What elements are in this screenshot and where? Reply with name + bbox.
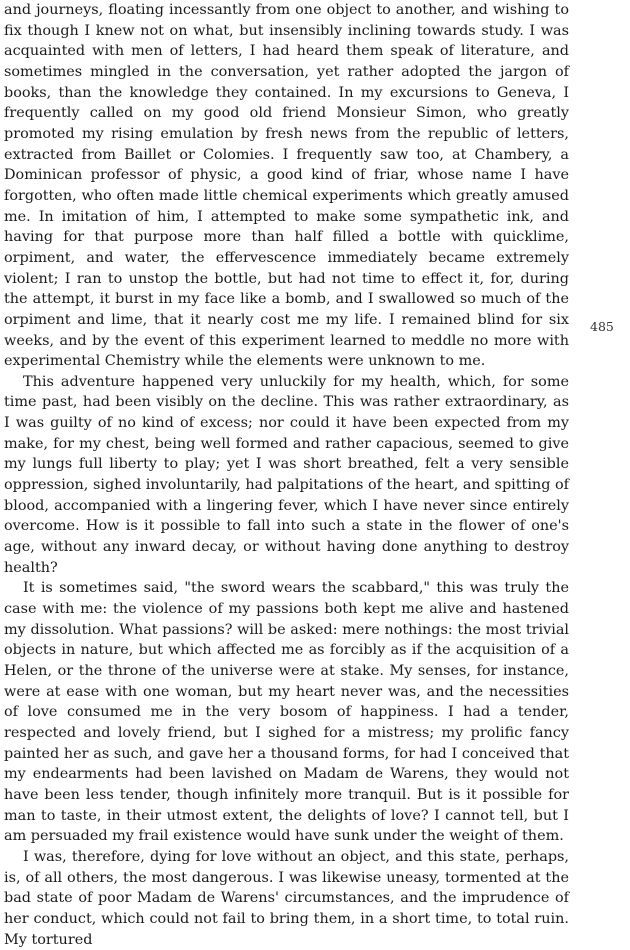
paragraph-2: This adventure happened very unluckily for my health, which, for some time past, had been visibly on the decline. This was rather extraordinary, as I was guilty of no kind of excess; nor could it have been expected from my make, for my chest, being well formed and rather capacious, seemed to give my lungs full liberty to play; yet I was short breathed, felt a very sensible oppression, sighed involuntarily, had palpitations of the heart, and spitting of blood, accompanied with a lingering fever, which I have never since entirely overcome. How is it possible to fall into such a state in the flower of one's age, without any inward decay, or without having done anything to destroy health?: [4, 373, 569, 576]
page-number: 485: [590, 319, 614, 334]
body-text: [4, 0, 569, 950]
paragraph-3: It is sometimes said, "the sword wears the scabbard," this was truly the case with me: the violence of my passions both kept me alive and hastened my dissolution. What passions? will be asked: mere nothings: the most trivial objects in nature, but which affected me as forcibly as if the acquisition of a Helen, or the throne of the universe were at stake. My senses, for instance, were at ease with one woman, but my heart never was, and the necessities of love consumed me in the very bosom of happiness. I had a tender, respected and lovely friend, but I sighed for a mistress; my prolific fancy painted her as such, and gave her a thousand forms, for had I conceived that my endearments had been lavished on Madam de Warens, they would not have been less tender, though infinitely more tranquil. But is it possible for man to taste, in their utmost extent, the delights of love? I cannot tell, but I am persuaded my frail existence would have sunk under the weight of them.: [4, 580, 569, 845]
paragraph-4: I was, therefore, dying for love without an object, and this state, perhaps, is, of all others, the most dangerous. I was likewise uneasy, tormented at the bad state of poor Madam de Warens' circumstances, and the imprudence of her conduct, which could not fail to bring them, in a short time, to total ruin. My tortured: [4, 848, 569, 948]
paragraph-1: and journeys, floating incessantly from one object to another, and wishing to fix though I knew not on what, but insensibly inclining towards study. I was acquainted with men of letters, I had heard them speak of literature, and sometimes mingled in the conversation, yet rather adopted the jargon of books, than the knowledge they contained. In my excursions to Geneva, I frequently called on my good old friend Monsieur Simon, who greatly promoted my rising emulation by fresh news from the republic of letters, extracted from Baillet or Colomies. I frequently saw too, at Chambery, a Dominican professor of physic, a good kind of friar, whose name I have forgotten, who often made little chemical experiments which greatly amused me. In imitation of him, I attempted to make some sympathetic ink, and having for that purpose more than half filled a bottle with quicklime, orpiment, and water, the effervescence immediately became extremely violent; I ran to unstop the bottle, but had not time to effect it, for, during the attempt, it burst in my face like a bomb, and I swallowed so much of the orpiment and lime, that it nearly cost me my life. I remained blind for six weeks, and by the event of this experiment learned to meddle no more with experimental Chemistry while the elements were unknown to me.: [4, 2, 569, 370]
